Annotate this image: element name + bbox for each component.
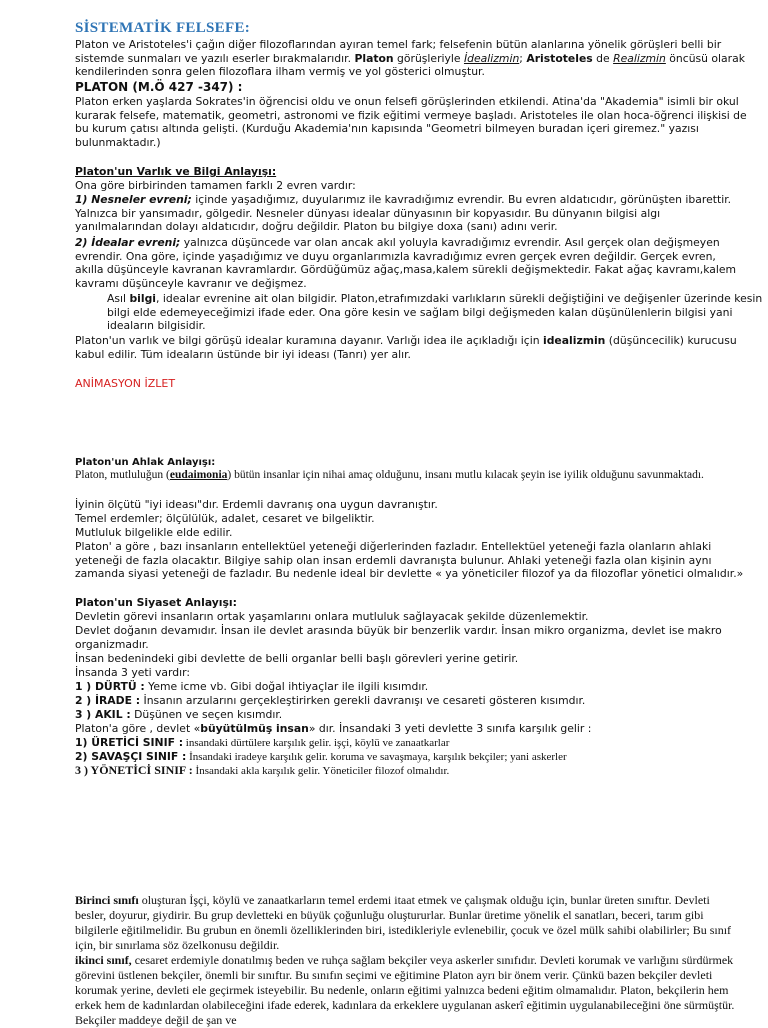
idealar-kurami-paragraph: Platon'un varlık ve bilgi görüşü idealar kuramına dayanır. Varlığı idea ile açıkladığı için idealizmin (düşüncecilik) kurucusu kabul edilir. Tüm ideaların üstünde bir iyi ideası (Tanrı) yer alır. [75,334,737,361]
idealar-paragraph: 2) İdealar evreni; yalnızca düşüncede var olan ancak akıl yoluyla kavradığımız evrendir. Asıl gerçek olan değişmeyen evrendir. Ona göre, içinde yaşadığımız ve duyu organlarımızla kavradığımız evren gerçek evren değildir. Gerçek evren, akılla düşünceyle kavranan kavramlardır. Gördüğümüz ağaç,masa,kalem sürekli değişmektedir. Fakat ağaç kavramı,kalem kavramı düşünceyle kavranır ve değişmez. [75,236,737,290]
bilgi-paragraph: Asıl bilgi, idealar evrenine ait olan bilgidir. Platon,etrafımızdaki varlıkların sürekli değiştiğini ve değişenler üzerinde kesin bilgi elde edemeyeceğimizi ifade eder. Ona göre kesin ve sağlam bilgi değişmeden kalan düşünülenlerin bilgisi yani ideaların bilgisidir. [107,292,763,333]
sinif-savasci: 2) SAVAŞÇI SINIF : İnsandaki iradeye karşılık gelir. koruma ve savaşmaya, karşılık bekçiler; yani askerler [75,750,567,763]
ahlak-heading: Platon'un Ahlak Anlayışı: [75,457,216,468]
siyaset-line-5: Platon'a göre , devlet «büyütülmüş insan» dır. İnsandaki 3 yeti devlette 3 sınıfa karşılık gelir : [75,722,592,735]
yeti-durtu: 1 ) DÜRTÜ : Yeme icme vb. Gibi doğal ihtiyaçlar ile ilgili kısımdır. [75,680,429,693]
varlik-heading: Platon'un Varlık ve Bilgi Anlayışı: [75,165,277,178]
siyaset-line-4: İnsanda 3 yeti vardır: [75,666,191,679]
birinci-sinif-paragraph: Birinci sınıfı oluşturan İşçi, köylü ve zanaatkarların temel erdemi itaat etmek ve çalışmak olduğu için, bunlar üreten sınıftır. Devleti besler, doyurur, giydirir. Bu grup devletteki en büyük çoğunluğu oluştururlar. Bunlar üretime yönelik el sanatları, beceri, tarım gibi bilgilerle eğitilmelidir. Bu grubun en önemli özelliklerinden biri, istedikleriyle evlenebilir, çocuk ve özel mülk sahibi olabilirler; Bu sınıf için, bir sınırlama söz özelkonusu değildir. [75,893,732,952]
siyaset-heading: Platon'un Siyaset Anlayışı: [75,596,237,609]
ahlak-intro: Platon, mutluluğun (eudaimonia) bütün insanlar için nihai amaç olduğunu, insanı mutlu kılacak şeyin ise iyilik olduğunu savunmaktadı. [75,469,704,481]
bio-paragraph: Platon erken yaşlarda Sokrates'in öğrencisi oldu ve onun felsefi görüşlerinden etkilendi. Atina'da "Akademia" isimli bir okul kurarak felsefe, matematik, geometri, astronomi ve fizik eğitimi vermeye başladı. Aristoteles ile olan hoca-öğrenci ilişkisi de bu kurum çatısı altında gelişti. (Kurduğu Akademia'nın kapısında "Geometri bilmeyen buradan içeri giremez." yazısı bulunmaktadır.) [75,95,747,149]
ahlak-line-2: İyinin ölçütü "iyi ideası"dır. Erdemli davranış ona uygun davranıştır. [75,498,438,511]
yeti-akil: 3 ) AKIL : Düşünen ve seçen kısımdır. [75,708,283,721]
varlik-intro: Ona göre birbirinden tamamen farklı 2 evren vardır: [75,179,356,192]
siyaset-line-1: Devletin görevi insanların ortak yaşamlarını onlara mutluluk sağlayacak şekilde düzenlemektir. [75,610,589,623]
intro-paragraph: Platon ve Aristoteles'i çağın diğer filozoflarından ayıran temel fark; felsefenin bütün alanlarına yönelik görüşleri belli bir sistemde sunmaları ve yazılı eserler bırakmalarıdır. Platon görüşleriyle İdealizmin; Aristoteles de Realizmin öncüsü olarak kendilerinden sonra gelen filozoflara ilham vermiş ve yol gösterici olmuştur. [75,38,745,79]
platon-heading: PLATON (M.Ö 427 -347) : [75,80,243,94]
sinif-uretici: 1) ÜRETİCİ SINIF : insandaki dürtülere karşılık gelir. işçi, köylü ve zanaatkarlar [75,736,450,749]
idealizm-link[interactable]: İdealizmin [463,51,520,65]
ahlak-line-5: Platon' a göre , bazı insanların entellektüel yeteneği diğerlerinden fazladır. Entellektüel yeteneği fazla olanların ahlaki yeteneği de fazla olacaktır. Bilgiye sahip olan insan erdemli davranışta bulunur. Ahlaki yeteneği fazla olan kişinin aynı zamanda siyasi yeteneği de fazladır. Bu nedenle ideal bir devlette « ya yöneticiler filozof ya da filozoflar yönetici olmalıdır.» [75,540,744,581]
nesneler-paragraph: 1) Nesneler evreni; içinde yaşadığımız, duyularımız ile kavradığımız evrendir. Bu evren aldatıcıdır, görünüşten ibarettir. Yalnızca bir yansımadır, gölgedir. Nesneler dünyası idealar dünyasının bir kopyasıdır. Bu dünyanın bilgisi algı yanılmalarından dolayı aldatıcıdır, doğru değildir. Platon bu bilgiye doxa (sanı) adını verir. [75,193,732,234]
ikinci-sinif-paragraph: ikinci sınıf, cesaret erdemiyle donatılmış beden ve ruhça sağlam bekçiler veya askerler sınıfıdır. Devleti korumak ve varlığını sürdürmek görevini üstlenen bekçiler, önemli bir sınıftır. Bu sınıfın seçimi ve eğitimine Platon ayrı bir önem verir. Çünkü bazen bekçiler devleti korumak yerine, devleti ele geçirmek isteyebilir. Bu nedenle, onların eğitimi yalnızca bedeni eğitim olmamalıdır. Platon, bekçilerin hem erkek hem de kadınlardan olabileceğini ifade ederek, kadınlara da erkeklere uygulanan askerî eğitimin uygulanabileceğini öne sürmüştür. Bekçiler maddeye değil de şan ve [75,953,735,1027]
ahlak-line-3: Temel erdemler; ölçülülük, adalet, cesaret ve bilgeliktir. [75,512,375,525]
siyaset-line-2: Devlet doğanın devamıdır. İnsan ile devlet arasında büyük bir benzerlik vardır. İnsan mikro organizma, devlet ise makro organizmadır. [75,624,722,651]
yeti-irade: 2 ) İRADE : İnsanın arzularını gerçekleştirirken gerekli davranışı ve cesareti gösteren kısımdır. [75,694,586,707]
siyaset-line-3: İnsan bedenindeki gibi devlette de belli organlar belli başlı görevleri yerine getirir. [75,652,519,665]
animasyon-link[interactable]: ANİMASYON İZLET [75,377,176,390]
ahlak-line-4: Mutluluk bilgelikle elde edilir. [75,526,233,539]
realizm-link[interactable]: Realizmin [613,51,666,65]
sinif-yonetici: 3 ) YÖNETİCİ SINIF : İnsandaki akla karşılık gelir. Yöneticiler filozof olmalıdır. [75,763,450,777]
page-title: SİSTEMATİK FELSEFE: [75,20,251,36]
